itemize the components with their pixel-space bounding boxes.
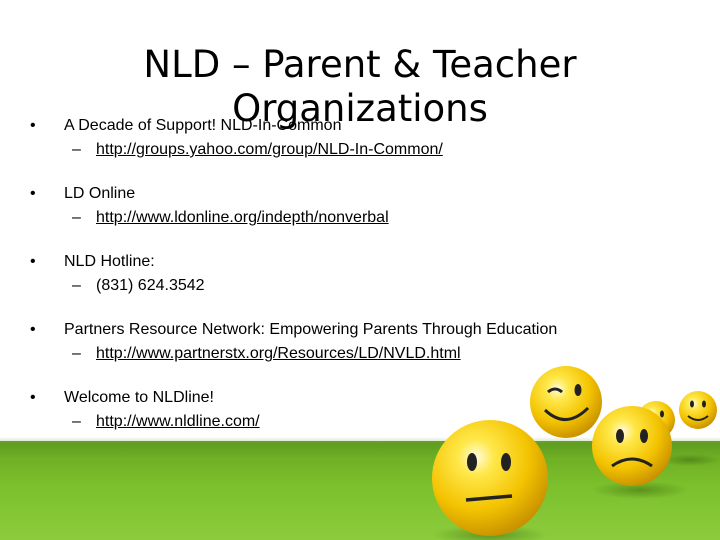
dash-icon: – [72,277,81,294]
bullet-icon: • [30,389,36,406]
list-item [30,115,710,183]
resource-link[interactable]: http://www.nldline.com/ [96,413,260,430]
bullet-icon: • [30,321,36,338]
list-item [30,319,710,387]
dash-icon: – [72,413,81,430]
list-item [30,387,710,455]
title-line-1: NLD – Parent & Teacher [143,42,577,86]
bullet-icon: • [30,117,36,134]
sub-item [72,139,443,161]
dash-icon: – [72,345,81,362]
item-label: Welcome to NLDline! [64,389,214,406]
bullet-icon: • [30,185,36,202]
sub-item [72,275,205,297]
resource-link[interactable]: http://groups.yahoo.com/group/NLD-In-Common/ [96,141,443,158]
title-line-2: Organizations [232,86,488,130]
sub-item [72,207,389,229]
item-label: LD Online [64,185,136,202]
bullet-icon: • [30,253,36,270]
resource-list [30,115,710,455]
item-label: NLD Hotline: [64,253,155,270]
list-item [30,251,710,319]
dash-icon: – [72,209,81,226]
dash-icon: – [72,141,81,158]
phone-number: (831) 624.3542 [96,277,205,294]
resource-link[interactable]: http://www.ldonline.org/indepth/nonverbal [96,209,389,226]
sub-item [72,411,260,433]
item-label: A Decade of Support! NLD-In-Common [64,117,342,134]
list-item [30,183,710,251]
resource-link[interactable]: http://www.partnerstx.org/Resources/LD/NVLD.html [96,345,461,362]
item-label: Partners Resource Network: Empowering Parents Through Education [64,321,558,338]
sub-item [72,343,461,365]
